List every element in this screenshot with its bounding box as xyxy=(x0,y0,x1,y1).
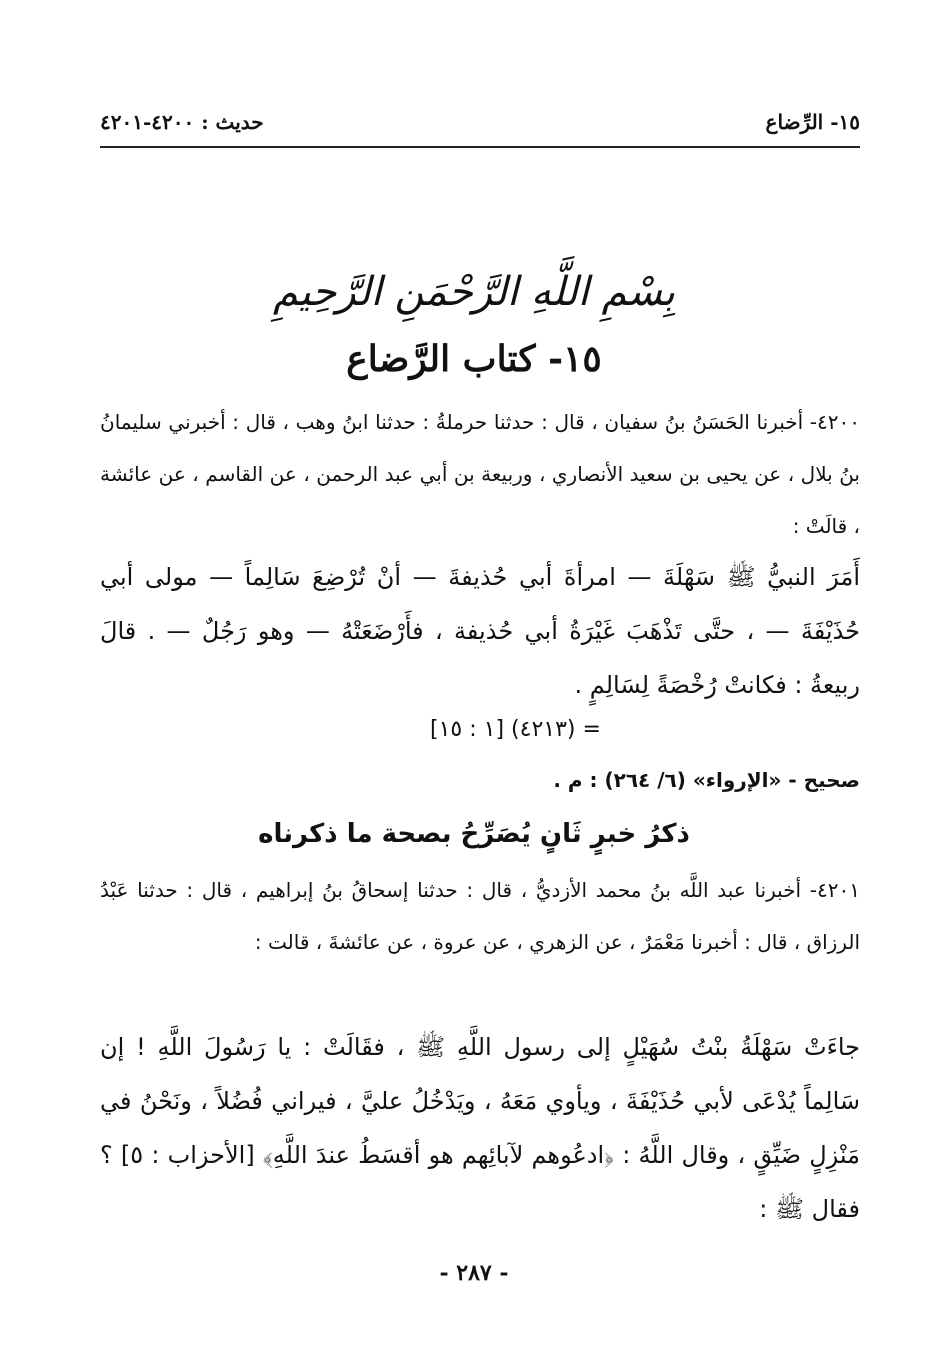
hadith-4200-reference: = (٤٢١٣) [١ : ١٥] xyxy=(430,717,601,742)
page-number: - ٢٨٧ - xyxy=(439,1260,509,1286)
chapter-header: ١٥- الرِّضاع xyxy=(765,110,860,134)
basmala-calligraphy: بِسْمِ اللَّهِ الرَّحْمَنِ الرَّحِيمِ xyxy=(272,269,676,315)
hadith-4200-isnad: ٤٢٠٠- أخبرنا الحَسَنُ بنُ سفيان ، قال : حدثنا حرملةُ : حدثنا ابنُ وهب ، قال : أخبرني سليمانُ بنُ بلال ، عن يحيى بن سعيد الأنصاري ، وربيعة بن أبي عبد الرحمن ، عن القاسم ، عن عائشة ، قالَتْ : xyxy=(100,410,860,538)
hadith-4200-grading: صحيح - «الإرواء» (٦/ ٢٦٤) : م . xyxy=(553,768,860,792)
header-rule xyxy=(100,146,860,148)
section-heading: ذكرُ خبرٍ ثَانٍ يُصَرِّحُ بصحة ما ذكرناه xyxy=(258,819,690,849)
hadith-range-header: حديث : ٤٢٠٠-٤٢٠١ xyxy=(100,110,264,134)
book-title: ١٥- كتاب الرَّضاع xyxy=(346,338,602,380)
hadith-4201-isnad: ٤٢٠١- أخبرنا عبد اللَّه بنُ محمد الأزديُّ ، قال : حدثنا إسحاقُ بنُ إبراهيم ، قال : حدثنا عَبْدُ الرزاق ، قال : أخبرنا مَعْمَرٌ ، عن الزهري ، عن عروة ، عن عائشةَ ، قالت : xyxy=(100,878,860,954)
hadith-4201-matn: جاءَتْ سَهْلَةُ بنْتُ سُهَيْلٍ إلى رسول اللَّهِ ﷺ ، فقَالَتْ : يا رَسُولَ اللَّهِ ! إن سَالِماً يُدْعَى لأبي حُذَيْفَةَ ، ويأوي مَعَهُ ، ويَدْخُلُ عليَّ ، فيراني فُضُلاً ، ونَحْنُ في مَنْزِلٍ ضَيِّقٍ ، وقال اللَّهُ : ﴿ادعُوهم لآبائِهم هو أقسَطُ عندَ اللَّهِ﴾ [الأحزاب : ٥] ؟ فقال ﷺ : xyxy=(100,1033,860,1223)
running-header xyxy=(100,110,860,140)
hadith-4200-matn: أَمَرَ النبيُّ ﷺ سَهْلَةَ — امرأةَ أبي حُذيفةَ — أنْ تُرْضِعَ سَالِماً — مولى أبي حُذَيْفَةَ — ، حتَّى تَذْهَبَ غَيْرَةُ أبي حُذيفة ، فأَرْضَعَتْهُ — وهو رَجُلٌ — . قالَ ربيعةُ : فكانتْ رُخْصَةً لِسَالِمٍ . xyxy=(100,563,860,699)
